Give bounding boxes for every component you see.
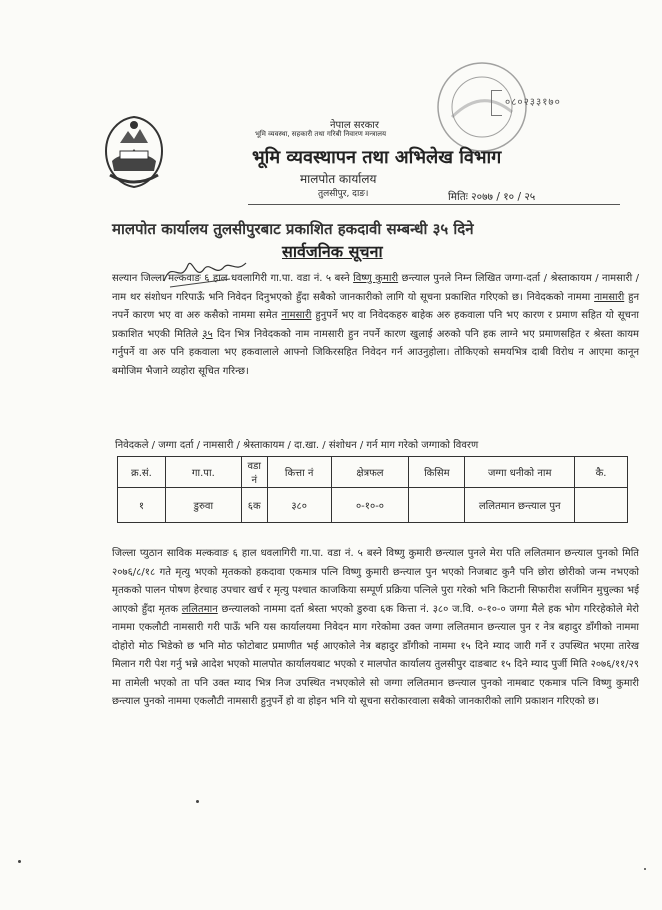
- column-header: कित्ता नं: [267, 457, 331, 488]
- notice-heading: मालपोत कार्यालय तुलसीपुरबाट प्रकाशित हकदावी सम्बन्धी ३५ दिने: [112, 220, 474, 238]
- column-header: जग्गा धनीको नाम: [465, 457, 575, 488]
- ministry-label: भूमि व्यवस्था, सहकारी तथा गरिबी निवारण मन्त्रालय: [255, 130, 386, 138]
- scan-speck: [644, 868, 646, 870]
- scan-speck: [18, 860, 21, 863]
- notice-paragraph: सल्यान जिल्ला मल्कवाङ ६ हाल धवलागिरी गा.पा. वडा नं. ५ बस्ने विष्णु कुमारी छन्त्याल पुनले निम्न लिखित जग्गा-दर्ता / श्रेस्ताकायम / नामसारी / नाम थर संशोधन गरिपाऊँ भनि निवेदन दिनुभएको हुँदा सबैको जानकारीको लागि यो सूचना प्रकाशित गरिएको छ। निवेदकको नाममा नामसारी हुन नपर्ने कारण भए वा अरु कसैको नाममा समेत नामसारी हुनुपर्ने भए वा निवेदकहरु बाहेक अरु हकवाला पनि भए कारण र प्रमाण सहित यो सूचना प्रकाशित भएकी मितिले ३५ दिन भित्र निवेदकको नाम नामसारी हुन नपर्ने कारण खुलाई अरुको पनि हक लाग्ने भए प्रमाणसहित र श्रेस्ता कायम गर्नुपर्ने वा अरु पनि हकवाला भए हकवालाले आफ्नो जिकिरसहित निवेदन गर्न आउनुहोला। तोकिएको समयभित्र दाबी विरोध न आएमा कानून बमोजिम भैजाने व्यहोरा सूचित गरिन्छ।: [112, 273, 639, 377]
- column-header: गा.पा.: [165, 457, 241, 488]
- table-cell: ३८०: [267, 488, 331, 523]
- land-details-table: [117, 456, 628, 523]
- case-details-paragraph: जिल्ला प्युठान साविक मल्कवाङ ६ हाल धवलागिरी गा.पा. वडा नं. ५ बस्ने विष्णु कुमारी छन्त्याल पुनले मेरा पति ललितमान छन्त्याल पुनको मिति २०७६/८/१८ गते मृत्यु भएको मृतकको हकदावा एकमात्र पत्नि विष्णु कुमारी छन्त्याल पुन भएको निजबाट कुनै पनि छोरा छोरीको जन्म नभएको मृतकको पालन पोषण हेरचाह उपचार खर्च र मृत्यु पश्चात काजकिया सम्पूर्ण प्रक्रिया पत्निले पुरा गरेको भनि किटानी सिफारीश सर्जमिन मुचुल्का भई आएको हुँदा मृतक ललितमान छन्त्यालको नाममा दर्ता श्रेस्ता भएको डुरुवा ६क कित्ता नं. ३८० ज.वि. ०-१०-० जग्गा मैले हक भोग गरिरहेकोले मेरो नाममा एकलौटी नामसारी गरी पाऊँ भनि यस कार्यालयमा निवेदन माग गरेकोमा उक्त जग्गा ललितमान छन्त्याल पुन र नेत्र बहादुर डाँगीको नाममा दोहोरो मोठ भिडेको छ भनि मोठ फोटोबाट प्रमाणीत भई आएकोले नेत्र बहादुर डाँगीको नाममा १५ दिने म्याद जारी गर्ने र उपस्थित भएमा तारेख मिलान गरी पेश गर्नु भन्ने आदेश भएको मालपोत कार्यालयबाट भएको र मालपोत कार्यालय तुलसीपुर दाङबाट १५ दिने म्याद पुर्जी मिति २०७६/११/२९ मा तामेली भएको ता पनि उक्त म्याद भित्र निज उपस्थित नभएकोले सो जग्गा ललितमान छन्त्याल पुनको नामबाट एकमात्र पत्नि विष्णु कुमारी छन्त्याल पुनको नाममा एकलौटी नामसारी हुनुपर्ने हो वा होइन भनि यो सूचना सरोकारवाला सबैको जानकारीको लागि प्रकाशन गरिएको छ।: [112, 548, 639, 707]
- table-cell: ६क: [241, 488, 267, 523]
- column-header: क्र.सं.: [118, 457, 166, 488]
- department-name: भूमि व्यवस्थापन तथा अभिलेख विभाग: [252, 147, 502, 168]
- table-cell: ०-१०-०: [331, 488, 409, 523]
- government-label: नेपाल सरकार: [330, 120, 379, 131]
- reference-number: ०८०२३३१७०: [505, 94, 561, 108]
- applicant-name: विष्णु कुमारी: [353, 273, 399, 284]
- column-header: क्षेत्रफल: [331, 457, 409, 488]
- table-header-row: [118, 457, 628, 488]
- divider: [248, 204, 620, 205]
- notice-title: सार्वजनिक सूचना: [282, 242, 383, 261]
- notice-date: मितिः २०७७ / १० / २५: [448, 191, 536, 203]
- column-header: किसिम: [409, 457, 465, 488]
- table-cell: डुरुवा: [165, 488, 241, 523]
- column-header: कै.: [575, 457, 628, 488]
- table-cell: ललितमान छन्त्याल पुन: [465, 488, 575, 523]
- table-cell: १: [118, 488, 166, 523]
- column-header: वडा नं: [241, 457, 267, 488]
- table-cell: [575, 488, 628, 523]
- table-cell: [409, 488, 465, 523]
- office-name: मालपोत कार्यालय: [300, 172, 377, 186]
- table-caption: निवेदकले / जग्गा दर्ता / नामसारी / श्रेस्ताकायम / दा.खा. / संशोधन / गर्न माग गरेको जग्गाको विवरण: [115, 440, 479, 451]
- table-row: [118, 488, 628, 523]
- office-address: तुलसीपुर, दाङ।: [318, 189, 369, 199]
- deadline-days: ३५: [202, 328, 213, 340]
- scan-speck: [196, 800, 199, 803]
- nepal-emblem-icon: [98, 113, 170, 191]
